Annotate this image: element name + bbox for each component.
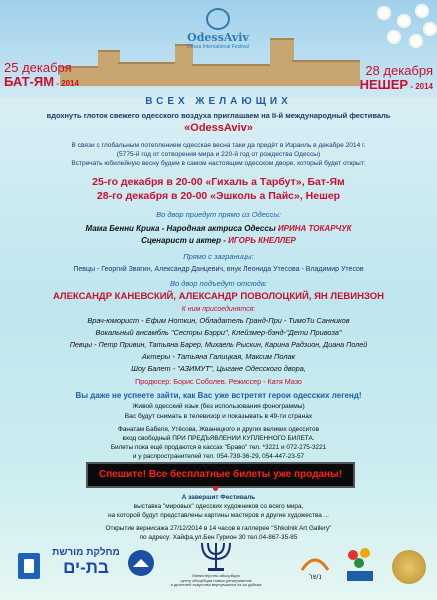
odessa-heading: Во двор приедут прямо из Одессы: <box>156 210 281 219</box>
local-join-heading: К ним присоединятся: <box>181 306 256 313</box>
slogan-sub-1: Живой одесский язык (без использования фонограммы) <box>132 403 305 410</box>
abroad-heading: Прямо с заграницы: <box>183 252 254 261</box>
poster-title: ВСЕХ ЖЕЛАЮЩИХ <box>145 96 292 107</box>
slogan: Вы даже не успеете зайти, как Вас уже встретят герои одесских легенд! <box>75 391 362 400</box>
closing-line-2: на которой будут представлены картины мастеров и другие художества ... <box>108 512 329 519</box>
odessa-line-2 <box>0 237 437 245</box>
nesher-community-logo <box>343 545 377 585</box>
nesher-text: נשר <box>308 572 322 581</box>
right-city-name: НЕШЕР <box>359 77 409 92</box>
fans-line-1: Фанатам Бабеля, Утёсова, Жванецкого и других великих одесситов <box>118 426 319 433</box>
closing-line-3: Открытие вернисажа 27/12/2014 в 14 часов в галлерее "Shkolnik Art Gallery" <box>105 525 332 532</box>
producer-line: Продюсер: Борис Соболев. Режиссер - Катя Мазо <box>135 377 302 386</box>
municipal-emblem-logo <box>128 550 154 576</box>
ministry-line-1: Министерство абсорбции <box>192 573 240 578</box>
intro-p1: В связи с глобальным потеплением одесская весна таки да придёт в Израиль в декабре 2014 г. <box>71 142 366 149</box>
event-date-1: 25-го декабря в 20-00 «Гихаль а Тарбут», Бат-Ям <box>92 176 345 188</box>
right-year: - 2014 <box>408 82 433 91</box>
odessa-artist-1: ИРИНА ТОКАРЧУК <box>277 224 352 233</box>
menorah-emblem-icon <box>196 535 236 573</box>
fans-line-3: Билеты пока ещё продаются в кассах "Браво" тел. *3221 и 072-275-3221 <box>110 444 327 451</box>
right-date: 28 декабря <box>365 63 433 78</box>
local-heading: Во двор подъедут отсюда: <box>169 279 268 288</box>
odessa-line-1 <box>0 225 437 233</box>
local-row-5: Шоу Балет - "АЗИМУТ", Цыгане Одесского двора, <box>131 364 306 373</box>
abroad-line: Певцы - Георгий Звягин, Александр Данцевич, внук Леонида Утесова - Владимир Утесов <box>73 266 364 273</box>
local-row-4: Актеры - Татьяна Галицкая, Максим Полак <box>141 352 296 361</box>
sponsor-seal-logo <box>392 550 426 584</box>
local-row-3: Певцы - Петр Привин, Татьяна Барер, Михаель Рыскин, Карина Радзион, Диана Полей <box>69 340 368 349</box>
fans-line-2: вход свободный ПРИ ПРЕДЪЯВЛЕНИИ КУПЛЕННОГО БИЛЕТА. <box>122 435 315 442</box>
intro-line: вдохнуть глоток свежего одесского воздуха приглашаем на II-й международный фестиваль <box>46 111 391 120</box>
left-year: - 2014 <box>54 79 79 88</box>
local-row-1: Врач-юморист - Ефим Ноткин, Обладатель Гранд-При - ТимоТи Санников <box>87 316 350 325</box>
nesher-logo <box>298 548 332 582</box>
right-city <box>360 77 433 92</box>
heritage-dept-logo <box>18 553 40 579</box>
odessa-artist-2: ИГОРЬ КНЕЛЛЕР <box>228 236 296 245</box>
closing-heading: А завершит Фестиваль <box>181 494 256 501</box>
bat-yam-logo-name: בת-ים <box>63 558 109 577</box>
ministry-caption <box>146 574 286 588</box>
odessa-role-2: Сценарист и актер - <box>141 236 229 245</box>
left-date: 25 декабря <box>4 60 72 75</box>
bat-yam-logo-top: מחלקת מורשת <box>52 547 120 558</box>
festival-name: «OdessAviv» <box>184 122 253 134</box>
bat-yam-logo <box>50 547 122 583</box>
local-main-artists: АЛЕКСАНДР КАНЕВСКИЙ, АЛЕКСАНДР ПОВОЛОЦКИЙ, ЯН ЛЕВИНЗОН <box>52 291 385 302</box>
intro-p2: (5775-й год от сотворения мира и 220-й год от рождества Одессы) <box>116 151 321 158</box>
festival-logo <box>175 8 261 62</box>
logo-subtitle: Dessa International Festival <box>187 44 249 50</box>
left-city <box>4 74 79 89</box>
blossom-branch-icon <box>357 0 437 70</box>
ministry-line-2: центр абсорбции новых репатриантов <box>180 577 252 583</box>
ministry-line-3: и деятелей искусства вернувшихся из-за рубежа <box>170 582 262 588</box>
logo-name: OdessAviv <box>187 31 249 44</box>
festival-logo-emblem-icon <box>206 8 230 30</box>
left-city-name: БАТ-ЯМ <box>4 74 55 89</box>
fans-line-4: и у распространителей тел. 054-739-36-29, 054-447-23-57 <box>132 453 305 460</box>
pin-icon <box>213 486 218 491</box>
odessa-role-1: Мама Бенни Крика - Народная актриса Одессы <box>85 224 278 233</box>
local-row-2: Вокальный ансамбль "Сестры Бэрри", Клейзмер-бэнд-"Дети Привоза" <box>95 328 342 337</box>
intro-p3: Встречать юбилейную весну будем в самом настоящем одесском дворе, который будет открыт: <box>71 160 366 167</box>
closing-line-1: выставка "мировых" одесских художников со всего мира, <box>133 503 304 510</box>
slogan-sub-2: Вас будут снимать в телевизор и показывать в 49-ти странах <box>124 413 313 420</box>
sold-out-banner: Спешите! Все бесплатные билеты уже проданы! <box>86 462 355 488</box>
event-date-2: 28-го декабря в 20-00 «Эшколь а Пайс», Нешер <box>96 190 341 202</box>
closing-line-4: по адресу: Хайфа,ул.Бен Гурион 30 тел.04-867-35-85 <box>139 534 298 541</box>
